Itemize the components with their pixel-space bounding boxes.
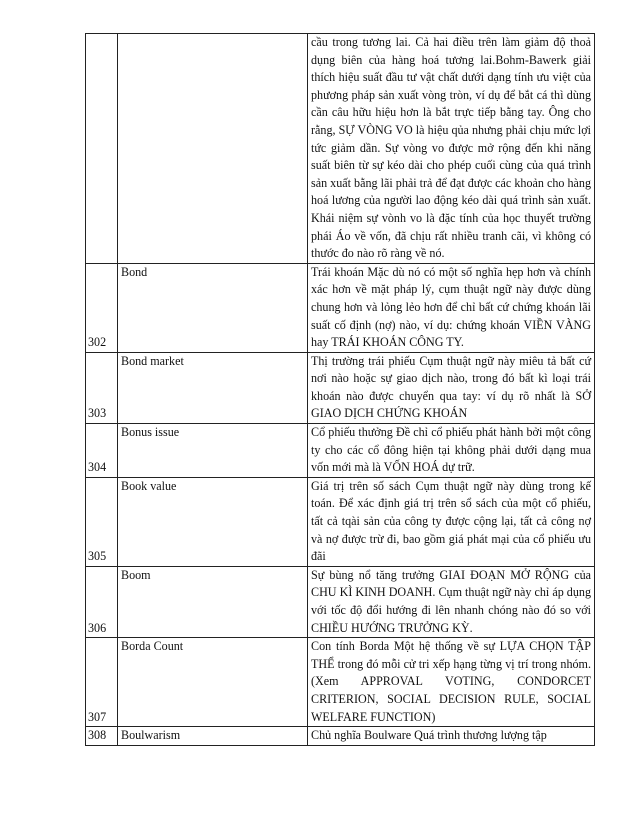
entry-definition: cầu trong tương lai. Cả hai điều trên làm giảm độ thoả dụng biên của hàng hoá tương lai.Bohm-Bawerk giải thích hiệu suất đầu tư vật chất dưới dạng tính ưu việt của phương pháp sản xuất vòng tròn, ví dụ để bắt cá thì dùng cần câu hữu hiệu hơn là bắt trực tiếp bằng tay. Ông cho rằng, SỰ VÒNG VO là hiệu qủa nhưng phải chịu mức lợi tức giảm dần. Sự vòng vo được mở rộng đến khi năng suất biên từ sự kéo dài cho phép cuối cùng của quá trình sản xuất bằng lãi phải trả để đạt được các khoản cho hàng hoá lương của người lao động kéo dài quá trình sản xuất. Khái niệm sự vònh vo là đặc tính của học thuyết trường phái Áo về vốn, đã chịu rất nhiều tranh cãi, vì không có thước đo nào rõ ràng về nó. (308, 34, 595, 264)
entry-definition: Cổ phiếu thưởng Đề chỉ cổ phiếu phát hành bởi một công ty cho các cổ đông hiện tại không phải dưới dạng mua vốn mới mà là VỐN HOÁ dự trữ. (308, 424, 595, 478)
entry-term (118, 34, 308, 264)
entry-definition: Chủ nghĩa Boulware Quá trình thương lượng tập (308, 727, 595, 746)
table-row (86, 352, 595, 423)
entry-term: Bond (118, 263, 308, 352)
table-row (86, 263, 595, 352)
entry-definition: Trái khoán Mặc dù nó có một số nghĩa hẹp hơn và chính xác hơn về mặt pháp lý, cụm thuật ngữ này được dùng chung hơn và lỏng lẻo hơn để chỉ bất cứ chứng khoán lãi suất cố định (nợ) nào, ví dụ: chứng khoán VIỀN VÀNG hay TRÁI KHOÁN CÔNG TY. (308, 263, 595, 352)
entry-definition: Sự bùng nổ tăng trưởng GIAI ĐOẠN MỞ RỘNG của CHU KÌ KINH DOANH. Cụm thuật ngữ này chỉ áp dụng với tốc độ đổi hướng đi lên nhanh chóng nào đó so với CHIỀU HƯỚNG TRƯỞNG KỲ. (308, 566, 595, 637)
entry-term: Borda Count (118, 638, 308, 727)
table-row (86, 566, 595, 637)
table-row (86, 727, 595, 746)
entry-term: Boulwarism (118, 727, 308, 746)
table-row (86, 638, 595, 727)
table-row (86, 34, 595, 264)
entry-number (86, 34, 118, 264)
entry-number: 305 (86, 477, 118, 566)
glossary-table (85, 33, 595, 746)
entry-number: 302 (86, 263, 118, 352)
entry-number: 303 (86, 352, 118, 423)
entry-number: 307 (86, 638, 118, 727)
entry-definition: Thị trường trái phiếu Cụm thuật ngữ này miêu tả bất cứ nơi nào hoặc sự giao dịch nào, trong đó bất kì loại trái khoán nào được chuyển qua tay: ví dụ rõ nhất là SỞ GIAO DỊCH CHỨNG KHOÁN (308, 352, 595, 423)
entry-term: Bond market (118, 352, 308, 423)
entry-term: Book value (118, 477, 308, 566)
entry-term: Boom (118, 566, 308, 637)
entry-definition: Con tính Borda Một hệ thống về sự LỰA CHỌN TẬP THỂ trong đó mỗi cử tri xếp hạng từng vị trí trong nhóm.(Xem APPROVAL VOTING, CONDORCET CRITERION, SOCIAL DECISION RULE, SOCIAL WELFARE FUNCTION) (308, 638, 595, 727)
entry-number: 308 (86, 727, 118, 746)
entry-term: Bonus issue (118, 424, 308, 478)
table-row (86, 477, 595, 566)
entry-definition: Giá trị trên số sách Cụm thuật ngữ này dùng trong kế toán. Để xác định giá trị trên sổ sách của một cổ phiếu, tất cả tqài sản của công ty được cộng lại, tất cả công nợ và nợ được trừ đi, bao gồm giá phát mại của cổ phiếu ưu đãi (308, 477, 595, 566)
table-row (86, 424, 595, 478)
entry-number: 304 (86, 424, 118, 478)
entry-number: 306 (86, 566, 118, 637)
